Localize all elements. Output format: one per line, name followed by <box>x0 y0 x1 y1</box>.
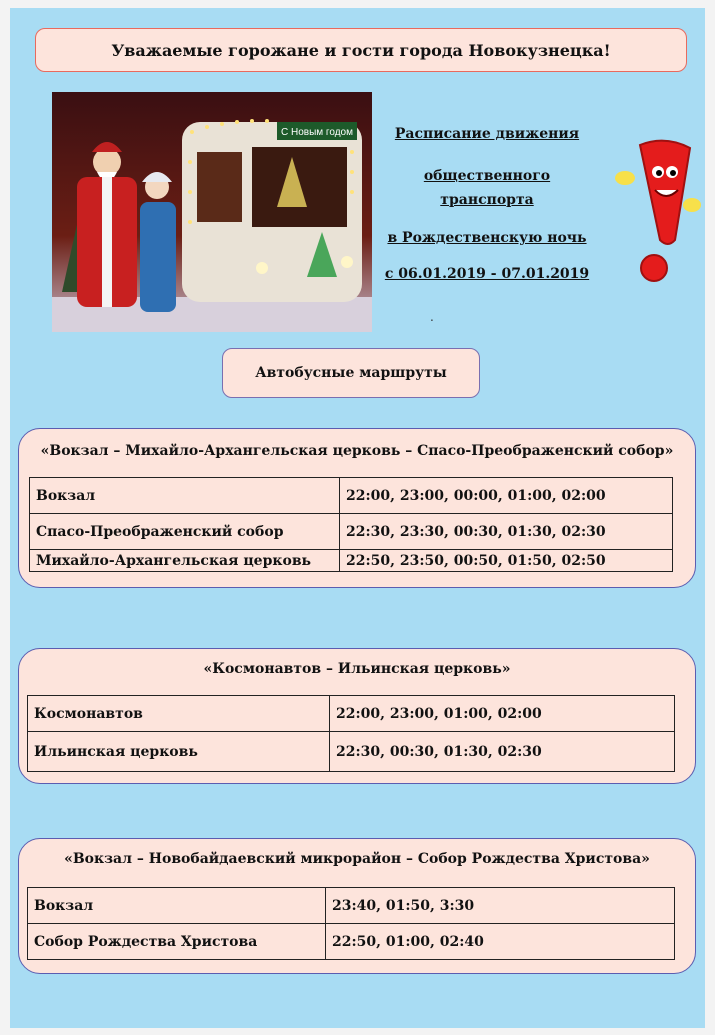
stop-name: Спасо-Преображенский собор <box>30 514 340 550</box>
schedule-title-line2: общественного <box>423 168 551 184</box>
greeting-text: Уважаемые горожане и гости города Новокузнецка! <box>111 40 611 60</box>
schedule-title-line5: с 06.01.2019 - 07.01.2019 <box>384 266 590 282</box>
stop-times: 22:50, 01:00, 02:40 <box>326 924 675 960</box>
bus-routes-label-text: Автобусные маршруты <box>255 365 447 381</box>
route-table <box>29 477 673 572</box>
table-row <box>30 514 673 550</box>
exclamation-mascot-icon <box>600 130 710 290</box>
table-row <box>30 550 673 572</box>
table-row <box>30 478 673 514</box>
route-card <box>18 838 696 974</box>
stop-name: Вокзал <box>28 888 326 924</box>
route-title: «Вокзал – Новобайдаевский микрорайон – Собор Рождества Христова» <box>64 851 650 867</box>
bus-routes-label <box>222 348 480 398</box>
table-row <box>28 732 675 772</box>
table-row <box>28 924 675 960</box>
route-title: «Вокзал – Михайло-Архангельская церковь – Спасо-Преображенский собор» <box>40 443 674 459</box>
stop-name: Собор Рождества Христова <box>28 924 326 960</box>
route-table <box>27 887 675 960</box>
stop-times: 22:30, 23:30, 00:30, 01:30, 02:30 <box>340 514 673 550</box>
schedule-title-line1: Расписание движения <box>394 126 580 142</box>
stop-name: Космонавтов <box>28 696 330 732</box>
stop-times: 23:40, 01:50, 3:30 <box>326 888 675 924</box>
route-table <box>27 695 675 772</box>
stop-times: 22:30, 00:30, 01:30, 02:30 <box>330 732 675 772</box>
table-row <box>28 888 675 924</box>
schedule-title-line3: транспорта <box>440 192 534 208</box>
route-card <box>18 648 696 784</box>
stop-times: 22:50, 23:50, 00:50, 01:50, 02:50 <box>340 550 673 572</box>
stop-name: Ильинская церковь <box>28 732 330 772</box>
table-row <box>28 696 675 732</box>
christmas-trolleybus-image <box>52 92 372 332</box>
bus-sign: С Новым годом <box>281 127 353 138</box>
route-title: «Космонавтов – Ильинская церковь» <box>203 661 511 677</box>
greeting-banner <box>35 28 687 72</box>
schedule-title-line4: в Рождественскую ночь <box>387 230 587 246</box>
route-card <box>18 428 696 588</box>
stray-dot: . <box>430 310 434 324</box>
stop-times: 22:00, 23:00, 01:00, 02:00 <box>330 696 675 732</box>
stop-times: 22:00, 23:00, 00:00, 01:00, 02:00 <box>340 478 673 514</box>
stop-name: Вокзал <box>30 478 340 514</box>
stop-name: Михайло-Архангельская церковь <box>30 550 340 572</box>
trolleybus-photo <box>52 92 372 332</box>
